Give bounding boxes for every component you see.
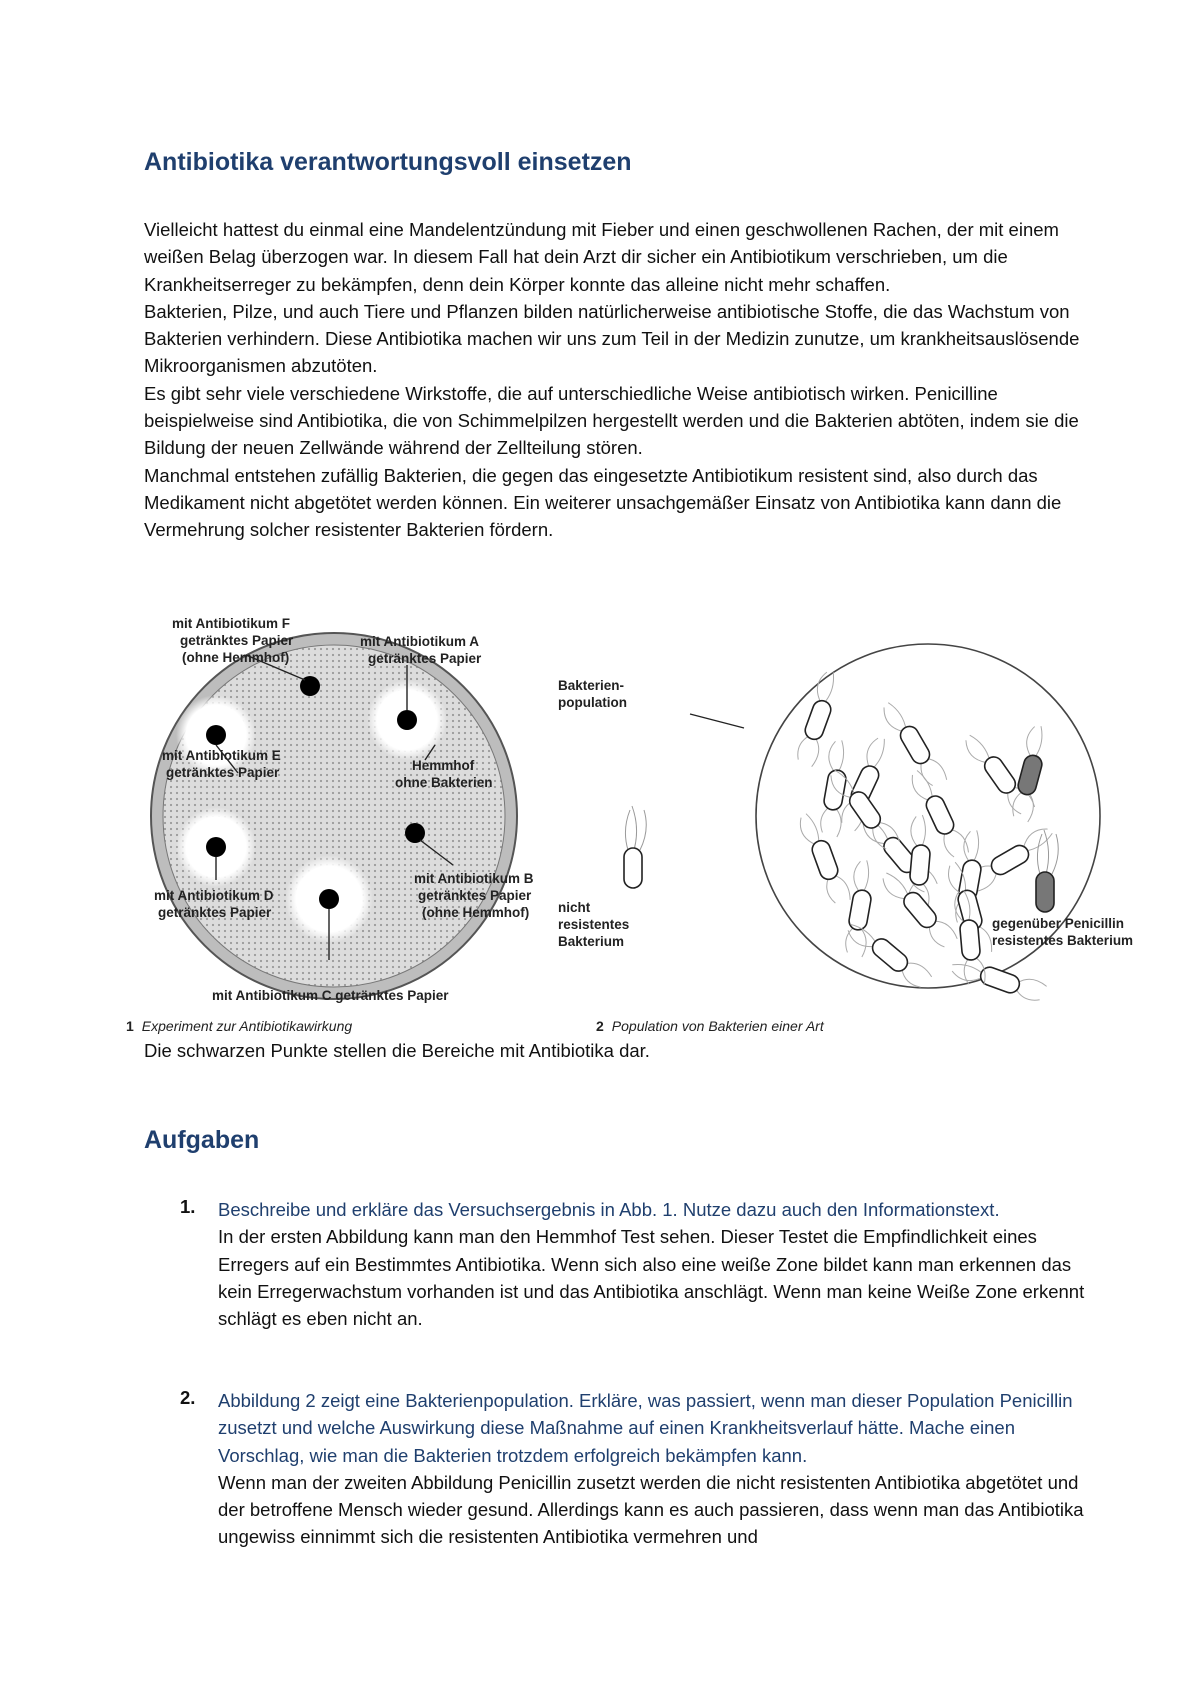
label-population: population (558, 695, 627, 710)
document-title: Antibiotika verantwortungsvoll einsetzen (144, 148, 632, 176)
caption-text: Experiment zur Antibiotikawirkung (141, 1018, 353, 1034)
antibiotic-disc-c (319, 889, 339, 909)
label-population: Bakterien- (558, 678, 625, 693)
label-antibiotic-f: mit Antibiotikum F (172, 616, 290, 631)
label-antibiotic-e: getränktes Papier (166, 765, 280, 780)
label-non-resistant: nicht (558, 900, 591, 915)
caption-number: 1 (126, 1018, 134, 1034)
intro-paragraph: Vielleicht hattest du einmal eine Mandelentzündung mit Fieber und einen geschwollenen Rachen, der mit einem weißen Belag überzogen war. In diesem Fall hat dein Arzt dir sicher ein Antibiotikum verschrieben, um die Krankheitserreger zu bekämpfen, denn dein Körper konnte das alleine nicht mehr schaffen. (144, 219, 1059, 295)
intro-paragraph: Manchmal entstehen zufällig Bakterien, die gegen das eingesetzte Antibiotikum resistent sind, also durch das Medikament nicht abgetötet werden können. Ein weiterer unsachgemäßer Einsatz von Antibiotika kann dann die Vermehrung solcher resistenter Bakterien fördern. (144, 464, 1062, 541)
non-resistant-bacterium (624, 806, 646, 888)
label-resistant: gegenüber Penicillin (992, 916, 1125, 931)
task-answer: In der ersten Abbildung kann man den Hemmhof Test sehen. Dieser Testet die Empfindlichkeit eines Erregers auf ein Bestimmtes Antibiotika. Wenn sich also eine weiße Zone bildet kann man erkennen das kein Erregerwachstum vorhanden ist und das Antibiotika anschlägt. Wenn man keine Weiße Zone erkennt schlägt es eben nicht an. (218, 1226, 1085, 1330)
label-antibiotic-b: mit Antibiotikum B (414, 871, 534, 886)
label-non-resistant: Bakterium (558, 934, 625, 949)
antibiotic-disc-d (206, 837, 226, 857)
figure-2-caption (596, 1018, 824, 1034)
caption-text: Population von Bakterien einer Art (611, 1018, 824, 1034)
figure-note: Die schwarzen Punkte stellen die Bereiche mit Antibiotika dar. (144, 1040, 650, 1061)
label-antibiotic-c: mit Antibiotikum C getränktes Papier (212, 988, 449, 1003)
label-antibiotic-f: (ohne Hemmhof) (182, 650, 290, 665)
label-antibiotic-d: getränktes Papier (158, 905, 272, 920)
bacteria-population-figure (558, 644, 1133, 1007)
label-antibiotic-f: getränktes Papier (180, 633, 294, 648)
petri-dish-figure (151, 616, 534, 1003)
intro-text (144, 216, 1084, 544)
label-antibiotic-a: getränktes Papier (368, 651, 482, 666)
label-non-resistant: resistentes (558, 917, 630, 932)
label-inhibition-zone: ohne Bakterien (395, 775, 493, 790)
task-number: 1. (180, 1196, 196, 1217)
intro-paragraph: Bakterien, Pilze, und auch Tiere und Pflanzen bilden natürlicherweise antibiotische Stoffe, die das Wachstum von Bakterien verhindern. Diese Antibiotika machen wir uns zum Teil in der Medizin zunutze, um krankheitsauslösende Mikroorganismen abzutöten. (144, 300, 1080, 377)
label-resistant: resistentes Bakterium (992, 933, 1134, 948)
label-inhibition-zone: Hemmhof (412, 758, 475, 773)
antibiotic-disc-a (397, 710, 417, 730)
label-antibiotic-d: mit Antibiotikum D (154, 888, 274, 903)
antibiotic-disc-e (206, 725, 226, 745)
caption-number: 2 (596, 1018, 604, 1034)
task-question: Beschreibe und erkläre das Versuchsergebnis in Abb. 1. Nutze dazu auch den Informationstext. (218, 1199, 1000, 1220)
label-antibiotic-b: (ohne Hemmhof) (422, 905, 530, 920)
label-antibiotic-e: mit Antibiotikum E (162, 748, 281, 763)
task-question: Abbildung 2 zeigt eine Bakterienpopulation. Erkläre, was passiert, wenn man dieser Population Penicillin zusetzt und welche Auswirkung diese Maßnahme auf einen Krankheitsverlauf hätte. Mache einen Vorschlag, wie man die Bakterien trotzdem erfolgreich bekämpfen kann. (218, 1390, 1073, 1466)
task-answer: Wenn man der zweiten Abbildung Penicillin zusetzt werden die nicht resistenten Antibiotika abgetötet und der betroffene Mensch wieder gesund. Allerdings kann es auch passieren, dass wenn man das Antibiotika ungewiss einnimmt sich die resistenten Antibiotika vermehren und (218, 1471, 1084, 1548)
tasks-heading: Aufgaben (144, 1126, 260, 1154)
figures (120, 610, 1180, 1040)
task-number: 2. (180, 1387, 196, 1408)
intro-paragraph: Es gibt sehr viele verschiedene Wirkstoffe, die auf unterschiedliche Weise antibiotisch wirken. Penicilline beispielweise sind Antibiotika, die von Schimmelpilzen hergestellt werden und die Bakterien abtöten, indem sie die Bildung der neuen Zellwände während der Zellteilung stören. (144, 382, 1079, 459)
figure-1-caption (126, 1018, 352, 1034)
label-antibiotic-a: mit Antibiotikum A (360, 634, 479, 649)
leader-line (690, 714, 744, 728)
figures-illustration (120, 610, 1180, 1040)
antibiotic-disc-b (405, 823, 425, 843)
label-antibiotic-b: getränktes Papier (418, 888, 532, 903)
